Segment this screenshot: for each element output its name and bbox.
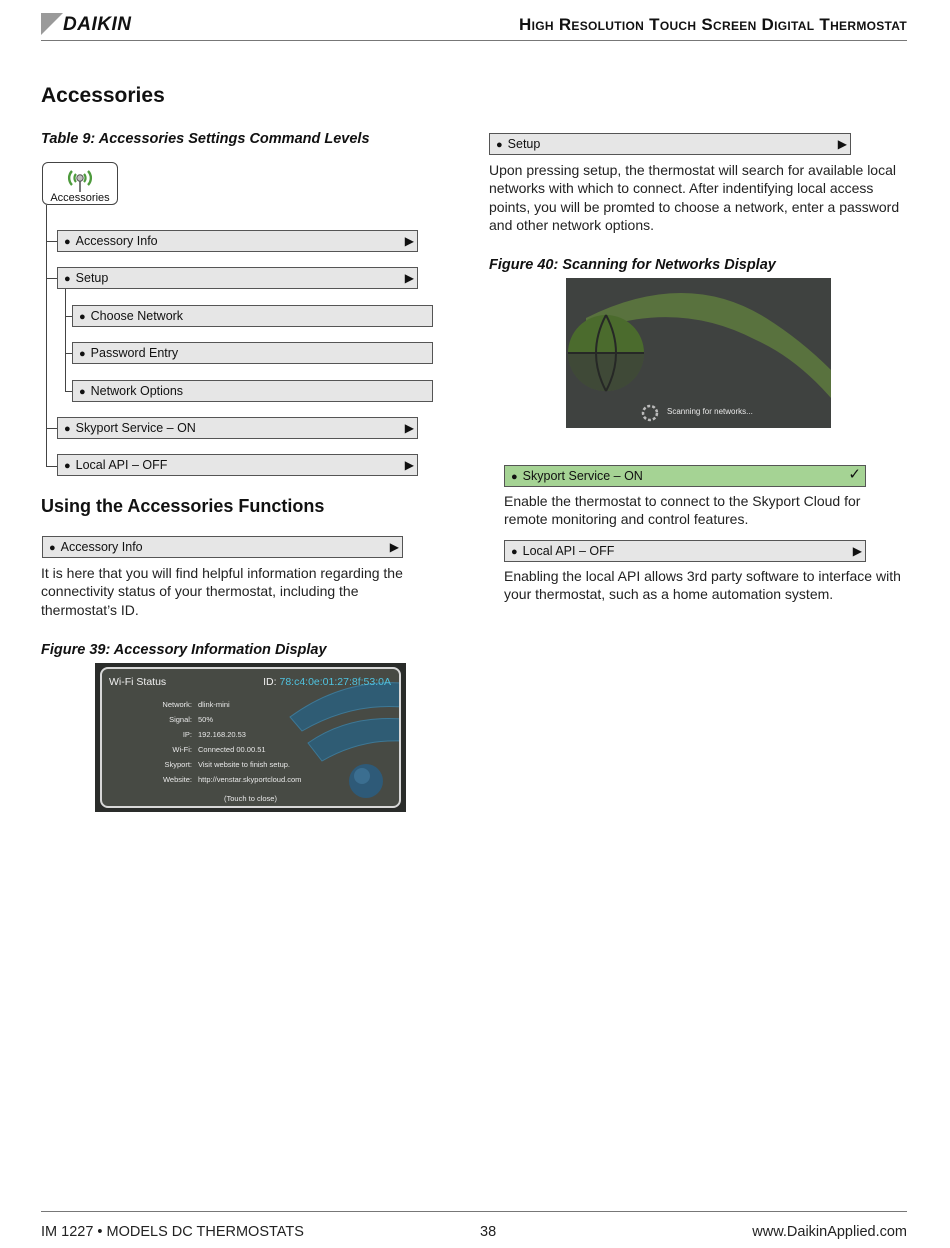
daikin-logo-mark [41,13,63,35]
row-value: 192.168.20.53 [198,730,246,739]
bullet-icon: ● [511,546,518,558]
arrow-right-icon: ▶ [837,137,847,151]
bullet-icon: ● [511,471,518,483]
row-value: http://venstar.skyportcloud.com [198,775,302,784]
row-key: Skyport: [164,760,192,769]
row-key: Website: [162,775,192,784]
skyport-description: Enable the thermostat to connect to the Skyport Cloud for remote monitoring and control features. [504,493,861,528]
tree-branch-line [46,278,57,279]
bullet-icon: ● [79,348,86,360]
arrow-right-icon: ▶ [852,544,862,558]
menu-item-label: Setup [75,271,109,285]
row-value: Visit website to finish setup. [198,760,290,769]
accessories-menu-icon [42,162,118,205]
table-caption: Table 9: Accessories Settings Command Levels [41,131,370,147]
arrow-right-icon: ▶ [389,540,399,554]
row-key: Network: [162,700,192,709]
menu-item-network-options[interactable] [72,380,433,402]
accessory-info-description: It is here that you will find helpful information regarding the connectivity status of your thermostat, including the thermostat’s ID. [41,565,403,618]
bullet-icon: ● [49,542,56,554]
tree-branch-line [46,428,57,429]
subsection-title: Using the Accessories Functions [41,496,325,516]
id-value: 78:c4:0e:01:27:8f:53:0A [279,676,391,688]
device-id [263,676,391,688]
document-title: High Resolution Touch Screen Digital Thermostat [519,15,907,34]
bullet-icon: ● [64,423,71,435]
menu-item-setup[interactable] [57,267,418,289]
bullet-icon: ● [496,139,503,151]
skyport-service-bar[interactable] [504,465,866,487]
figure39-caption: Figure 39: Accessory Information Display [41,642,327,658]
wifi-status-title: Wi-Fi Status [109,676,167,688]
row-key: IP: [182,730,192,739]
menu-item-label: Choose Network [90,309,184,323]
setup-bar[interactable] [489,133,851,155]
bullet-icon: ● [64,460,71,472]
row-key: Wi-Fi: [172,745,192,754]
row-value: 50% [198,715,214,724]
row-value: Connected 00.00.51 [198,745,266,754]
footer-rule [41,1211,907,1212]
wifi-status-display [95,663,406,812]
accessory-info-bar[interactable] [42,536,403,558]
menu-item-label: Local API – OFF [75,458,168,472]
tree-branch-line [65,391,72,392]
menu-item-label: Password Entry [90,346,179,360]
brand-name: DAIKIN [63,14,132,35]
arrow-right-icon: ▶ [404,271,414,285]
arrow-right-icon: ▶ [404,458,414,472]
touch-to-close-text: (Touch to close) [224,794,277,803]
bullet-icon: ● [79,386,86,398]
menu-item-accessory-info[interactable] [57,230,418,252]
setup-description: Upon pressing setup, the thermostat will search for available local networks with which to connect. After indentifying local access points, you will be promted to choose a network, enter a password and other network options. [489,162,900,234]
figure40-caption: Figure 40: Scanning for Networks Display [489,257,776,273]
row-key: Signal: [169,715,192,724]
bar-label: Setup [507,137,541,151]
scanning-status-text: Scanning for networks... [667,407,753,416]
id-label: ID: [263,676,277,688]
row-value: dlink-mini [198,700,230,709]
section-title: Accessories [41,84,165,107]
page-number: 38 [480,1224,497,1240]
bar-label: Accessory Info [60,540,143,554]
bullet-icon: ● [64,236,71,248]
wifi-status-panel [100,667,401,808]
menu-item-label: Network Options [90,384,184,398]
tree-branch-line [65,316,72,317]
footer-document-id: IM 1227 • MODELS DC THERMOSTATS [41,1224,304,1240]
menu-item-password-entry[interactable] [72,342,433,364]
local-api-description: Enabling the local API allows 3rd party software to interface with your thermostat, such as a home automation system. [504,568,901,603]
checkmark-icon: ✓ [848,466,861,483]
footer-website: www.DaikinApplied.com [752,1224,907,1240]
menu-item-local-api[interactable] [57,454,418,476]
daikin-logo [41,13,151,37]
tree-subtrunk-line [65,289,66,391]
bar-label: Local API – OFF [522,544,615,558]
tree-branch-line [65,353,72,354]
menu-item-label: Skyport Service – ON [75,421,196,435]
menu-item-skyport-service[interactable] [57,417,418,439]
local-api-bar[interactable] [504,540,866,562]
scanning-networks-display [566,278,831,428]
arrow-right-icon: ▶ [404,234,414,248]
skyport-globe-icon [566,278,831,428]
header-rule [41,40,907,41]
menu-item-label: Accessory Info [75,234,158,248]
arrow-right-icon: ▶ [404,421,414,435]
bar-label: Skyport Service – ON [522,469,643,483]
accessories-label: Accessories [50,192,110,204]
tree-branch-line [46,241,57,242]
bullet-icon: ● [79,311,86,323]
tree-branch-line [46,466,57,467]
wireless-antenna-icon [43,164,117,194]
bullet-icon: ● [64,273,71,285]
menu-item-choose-network[interactable] [72,305,433,327]
